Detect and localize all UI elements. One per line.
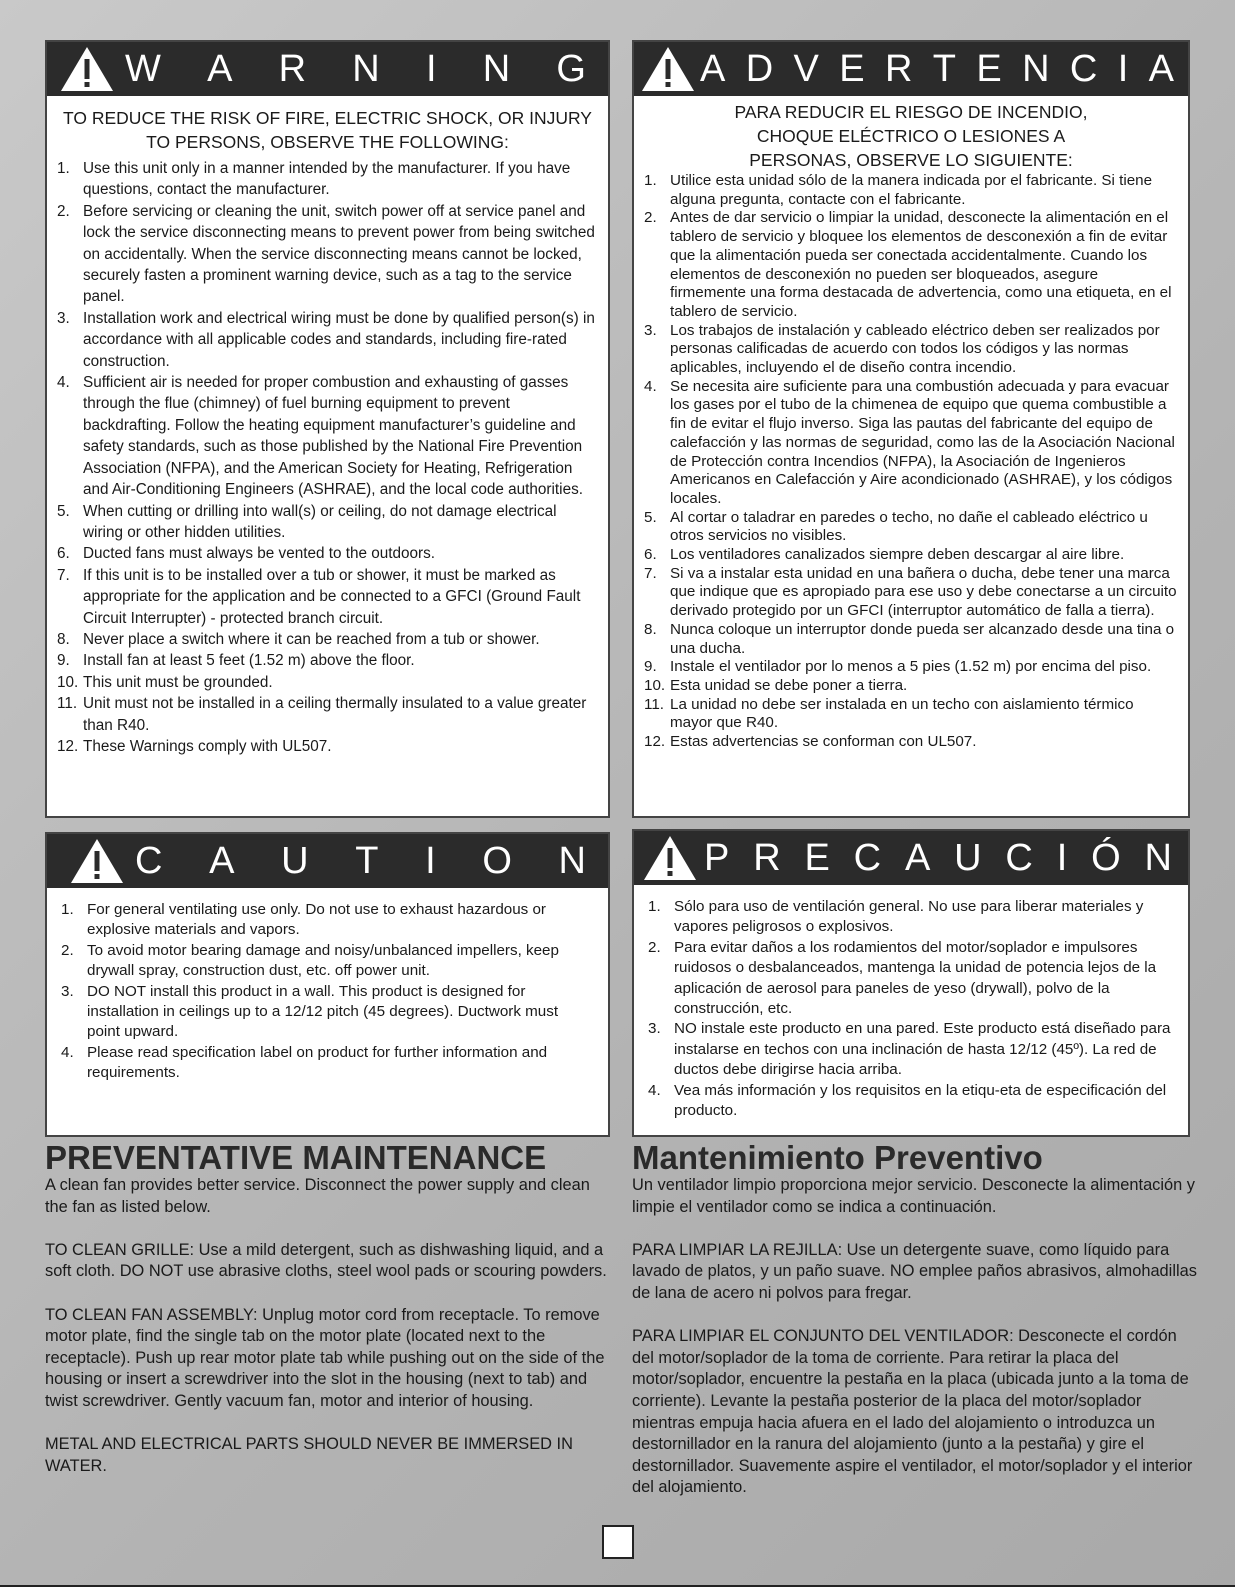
item-number: 2. — [648, 938, 661, 956]
advertencia-list — [644, 172, 1178, 752]
item-text: Esta unidad se debe poner a tierra. — [670, 676, 908, 694]
precaucion-header — [634, 831, 1188, 885]
item-number: 6. — [57, 545, 70, 563]
list-item — [644, 172, 1178, 209]
item-number: 11. — [644, 695, 664, 713]
list-item — [57, 650, 598, 671]
item-number: 4. — [61, 1043, 74, 1061]
item-number: 10. — [57, 673, 79, 691]
item-text: Al cortar o taladrar en paredes o techo, no dañe el cableado eléctrico u otros servicios no visibles. — [670, 508, 1148, 545]
caution-list — [61, 900, 594, 1084]
item-number: 3. — [61, 982, 74, 1000]
list-item — [61, 900, 594, 941]
item-text: For general ventilating use only. Do not use to exhaust hazardous or explosive materials and vapors. — [87, 901, 546, 939]
item-number: 8. — [57, 630, 70, 648]
list-item — [644, 696, 1178, 733]
item-text: Instale el ventilador por lo menos a 5 pies (1.52 m) por encima del piso. — [670, 658, 1152, 676]
caution-header — [47, 834, 608, 888]
maintenance-heading-es: Mantenimiento Preventivo — [632, 1139, 1043, 1176]
item-text: Los ventiladores canalizados siempre deben descargar al aire libre. — [670, 546, 1125, 564]
title-letter: A — [904, 837, 931, 879]
list-item — [57, 158, 598, 201]
item-text: Antes de dar servicio o limpiar la unidad, desconecte la alimentación en el tablero de servicio y bloquee los elementos de desconexión a fin de evitar que la alimentación pueda ser conectada accidentalmente. Cuando los elementos de desconexión no pueden ser bloqueados, asegure firmemente una forma destacada de advertencia, como una etiqueta, en el tablero de servicio. — [670, 209, 1172, 320]
advertencia-title — [696, 42, 1188, 96]
list-item — [644, 565, 1178, 621]
title-letter: A — [209, 840, 235, 882]
list-item — [57, 629, 598, 650]
item-text: Sufficient air is needed for proper combustion and exhausting of gasses through the flue (chimney) of fuel burning equipment to prevent backdrafting. Follow the heating equipment manufacturer’s guideline and safety standards, such as those published by the National Fire Prevention Association (NFPA), and the American Society for Heating, Refrigeration and Air-Conditioning Engineers (ASHRAE), and the local code authorities. — [83, 374, 583, 499]
title-letter: N — [482, 48, 511, 90]
list-item — [57, 308, 598, 372]
item-number: 5. — [57, 502, 70, 520]
item-number: 4. — [57, 374, 70, 392]
advertencia-lead: PARA REDUCIR EL RIESGO DE INCENDIO, CHOQUE ELÉCTRICO O LESIONES A PERSONAS, OBSERVE LO SIGUIENTE: — [734, 102, 1088, 170]
item-number: 3. — [57, 309, 70, 327]
title-letter: N — [558, 840, 586, 882]
item-number: 1. — [61, 901, 74, 918]
warning-box — [45, 40, 610, 818]
title-letter: N — [352, 48, 380, 90]
precaucion-box — [632, 829, 1190, 1137]
title-letter: G — [556, 48, 586, 90]
title-letter: E — [839, 48, 865, 90]
list-item — [61, 982, 594, 1043]
caution-title — [125, 834, 608, 888]
item-text: Unit must not be installed in a ceiling thermally insulated to a value greater than R40. — [83, 695, 587, 734]
item-text: Si va a instalar esta unidad en una bañera o ducha, debe tener una marca que indique que es apropiado para ese uso y debe conectarse a un circuito derivado protegido por un GFCI (interruptor automático de falla a tierra). — [670, 564, 1177, 620]
item-number: 4. — [644, 377, 657, 395]
item-number: 7. — [57, 566, 70, 584]
list-item — [57, 372, 598, 500]
item-text: Los trabajos de instalación y cableado eléctrico deben ser realizados por personas calificadas de acuerdo con todos los códigos y las normas aplicables, incluyendo el de diseño contra incendio. — [670, 321, 1160, 377]
list-item — [57, 501, 598, 544]
title-letter: C — [135, 840, 163, 882]
item-text: Utilice esta unidad sólo de la manera indicada por el fabricante. Si tiene alguna pregunta, contacte con el fabricante. — [670, 172, 1153, 208]
list-item — [644, 733, 1178, 752]
title-letter: C — [1069, 48, 1098, 90]
item-text: NO instale este producto en una pared. Este producto está diseñado para instalarse en techos con una inclinación de hasta 12/12 (45º). La red de ductos debe dirigirse hacia arriba. — [674, 1020, 1171, 1079]
list-item — [644, 658, 1178, 677]
item-number: 2. — [61, 941, 74, 959]
title-letter: A — [700, 48, 726, 90]
item-text: Install fan at least 5 feet (1.52 m) above the floor. — [83, 652, 415, 670]
item-text: Before servicing or cleaning the unit, switch power off at service panel and lock the service disconnecting means to prevent power from being switched on accidentally. When the service disconnecting means cannot be locked, securely fasten a prominent warning device, such as a tag to the service panel. — [83, 202, 595, 306]
maintenance-paragraph: A clean fan provides better service. Disconnect the power supply and clean the fan as listed below. — [45, 1176, 590, 1216]
list-item — [648, 1019, 1174, 1080]
item-number: 1. — [57, 160, 70, 177]
item-text: Estas advertencias se conforman con UL507. — [670, 733, 977, 751]
item-number: 3. — [644, 321, 657, 339]
advertencia-header — [634, 42, 1188, 96]
warning-triangle-icon — [640, 45, 696, 93]
warning-header — [47, 42, 608, 96]
item-number: 7. — [644, 564, 657, 582]
item-text: Use this unit only in a manner intended by the manufacturer. If you have questions, contact the manufacturer. — [83, 160, 571, 199]
title-letter: C — [853, 837, 882, 879]
list-item — [644, 378, 1178, 509]
list-item — [644, 322, 1178, 378]
warning-triangle-icon — [642, 834, 698, 882]
title-letter: D — [745, 48, 774, 90]
title-letter: C — [1005, 837, 1033, 879]
item-number: 11. — [57, 695, 78, 713]
title-letter: U — [281, 840, 309, 882]
maintenance-paragraph: TO CLEAN FAN ASSEMBLY: Unplug motor cord from receptacle. To remove motor plate, find the single tab on the motor plate (located next to the receptacle). Push up rear motor plate tab while pushing out on the side of the housing or insert a screwdriver into the slot in the housing (next to tab) and twist screwdriver. Gently vacuum fan, motor and interior of housing. — [45, 1305, 605, 1410]
advertencia-box — [632, 40, 1190, 818]
item-number: 1. — [644, 172, 657, 189]
caution-box — [45, 832, 610, 1137]
item-number: 8. — [644, 620, 657, 638]
item-text: To avoid motor bearing damage and noisy/unbalanced impellers, keep drywall spray, construction dust, etc. off power unit. — [87, 941, 559, 980]
item-number: 3. — [648, 1020, 661, 1038]
title-letter: I — [425, 48, 437, 90]
warning-triangle-icon — [69, 837, 125, 885]
item-number: 6. — [644, 546, 657, 564]
item-text: Installation work and electrical wiring must be done by qualified person(s) in accordance with all applicable codes and standards, including fire-rated construction. — [83, 309, 595, 370]
item-number: 1. — [648, 898, 661, 915]
title-letter: N — [1144, 837, 1172, 879]
maintenance-heading-en: PREVENTATIVE MAINTENANCE — [45, 1139, 547, 1176]
page-number-box — [602, 1525, 634, 1559]
list-item — [648, 897, 1174, 938]
maintenance-text-en — [45, 1175, 615, 1499]
title-letter: O — [482, 840, 512, 882]
title-letter: R — [753, 837, 781, 879]
list-item — [57, 565, 598, 629]
item-number: 10. — [644, 676, 666, 694]
title-letter: I — [1056, 837, 1068, 879]
title-letter: E — [804, 837, 830, 879]
warning-triangle-icon — [59, 45, 115, 93]
precaucion-list — [648, 897, 1174, 1121]
item-text: Never place a switch where it can be reached from a tub or shower. — [83, 630, 540, 648]
item-text: This unit must be grounded. — [83, 673, 273, 691]
maintenance-paragraph: METAL AND ELECTRICAL PARTS SHOULD NEVER BE IMMERSED IN WATER. — [45, 1435, 573, 1475]
list-item — [644, 509, 1178, 546]
title-letter: T — [355, 840, 379, 882]
title-letter: P — [704, 837, 730, 879]
maintenance-paragraph: TO CLEAN GRILLE: Use a mild detergent, such as dishwashing liquid, and a soft cloth. DO NOT use abrasive cloths, steel wool pads or scouring powders. — [45, 1240, 607, 1281]
item-text: Sólo para uso de ventilación general. No use para liberar materiales y vapores peligrosos o explosivos. — [674, 898, 1144, 936]
item-number: 2. — [57, 202, 70, 220]
item-text: When cutting or drilling into wall(s) or ceiling, do not damage electrical wiring or other hidden utilities. — [83, 502, 557, 541]
maintenance-paragraph: PARA LIMPIAR EL CONJUNTO DEL VENTILADOR: Desconecte el cordón del motor/soplador de la toma de corriente. Para retirar la placa del motor/soplador, encuentre la pestaña en la placa (ubicada junto a la toma de corriente). Levante la pestaña posterior de la placa del motor/soplador mientras empuja hacia afuera en el lado del alojamiento o introduzca un destornillador en la ranura del alojamiento (junto a la pestaña) y gire el destornillador. Suavemente aspire el ventilador, el motor/soplador y el interior del alojamiento. — [632, 1327, 1193, 1497]
precaucion-title — [698, 831, 1188, 885]
list-item — [644, 677, 1178, 696]
title-letter: E — [976, 48, 1002, 90]
title-letter: U — [954, 837, 982, 879]
maintenance-text-es — [632, 1175, 1197, 1521]
title-letter: R — [884, 48, 913, 90]
list-item — [57, 543, 598, 564]
item-text: Se necesita aire suficiente para una combustión adecuada y para evacuar los gases por el tubo de la chimenea de equipo que quema combustible a fin de evitar el flujo inverso. Siga las pautas del fabricante del equipo de calefacción y las normas de seguridad, como las de la Asociación Nacional de Protección contra Incendios (NFPA), la Asociación de Ingenieros Americanos en Calefacción y Aire acondicionado (ASHRAE), y los códigos locales. — [670, 377, 1175, 507]
list-item — [644, 209, 1178, 321]
item-text: La unidad no debe ser instalada en un techo con aislamiento térmico mayor que R40. — [670, 695, 1134, 732]
item-text: Please read specification label on product for further information and requirements. — [87, 1043, 548, 1082]
list-item — [61, 941, 594, 982]
list-item — [648, 938, 1174, 1020]
title-letter: T — [932, 48, 956, 90]
item-number: 9. — [644, 658, 657, 676]
title-letter: Ó — [1091, 837, 1121, 879]
item-text: DO NOT install this product in a wall. This product is designed for installation in ceilings up to a 12/12 pitch (45 degrees). Ductwork must point upward. — [87, 982, 559, 1041]
list-item — [57, 672, 598, 693]
warning-list — [57, 158, 598, 757]
maintenance-paragraph: Un ventilador limpio proporciona mejor servicio. Desconecte la alimentación y limpie el ventilador como se indica a continuación. — [632, 1176, 1196, 1216]
warning-title — [115, 42, 608, 96]
title-letter: V — [793, 48, 819, 90]
item-number: 2. — [644, 209, 657, 227]
title-letter: A — [207, 48, 233, 90]
item-number: 4. — [648, 1081, 661, 1099]
title-letter: I — [425, 840, 436, 882]
list-item — [57, 736, 598, 757]
item-number: 9. — [57, 652, 70, 670]
item-text: Ducted fans must always be vented to the outdoors. — [83, 545, 436, 563]
list-item — [57, 201, 598, 308]
item-number: 5. — [644, 508, 657, 526]
title-letter: W — [125, 48, 161, 90]
title-letter: N — [1022, 48, 1050, 90]
maintenance-paragraph: PARA LIMPIAR LA REJILLA: Use un detergente suave, como líquido para lavado de platos, y un paño suave. NO emplee paños abrasivos, almohadillas de lana de acero ni polvos para fregar. — [632, 1240, 1197, 1302]
list-item — [644, 621, 1178, 658]
warning-lead: TO REDUCE THE RISK OF FIRE, ELECTRIC SHOCK, OR INJURY TO PERSONS, OBSERVE THE FOLLOWING: — [63, 108, 592, 152]
title-letter: R — [278, 48, 307, 90]
item-text: Vea más información y los requisitos en la etiqu-eta de especificación del producto. — [674, 1081, 1167, 1120]
list-item — [57, 693, 598, 736]
item-text: These Warnings comply with UL507. — [83, 737, 332, 755]
item-text: Nunca coloque un interruptor donde pueda ser alcanzado desde una tina o una ducha. — [670, 620, 1175, 657]
list-item — [648, 1081, 1174, 1122]
title-letter: I — [1117, 48, 1129, 90]
list-item — [644, 546, 1178, 565]
item-text: If this unit is to be installed over a tub or shower, it must be marked as appropriate for the application and be connected to a GFCI (Ground Fault Circuit Interrupter) - protected branch circuit. — [83, 566, 581, 627]
title-letter: A — [1148, 48, 1174, 90]
list-item — [61, 1043, 594, 1084]
item-number: 12. — [644, 733, 666, 751]
item-text: Para evitar daños a los rodamientos del motor/soplador e impulsores ruidosos o desbalanceados, mantenga la unidad de potencia lejos de la aplicación de aerosol para paneles de yeso (drywall), polvo de la construcción, etc. — [674, 938, 1157, 1018]
item-number: 12. — [57, 737, 79, 755]
